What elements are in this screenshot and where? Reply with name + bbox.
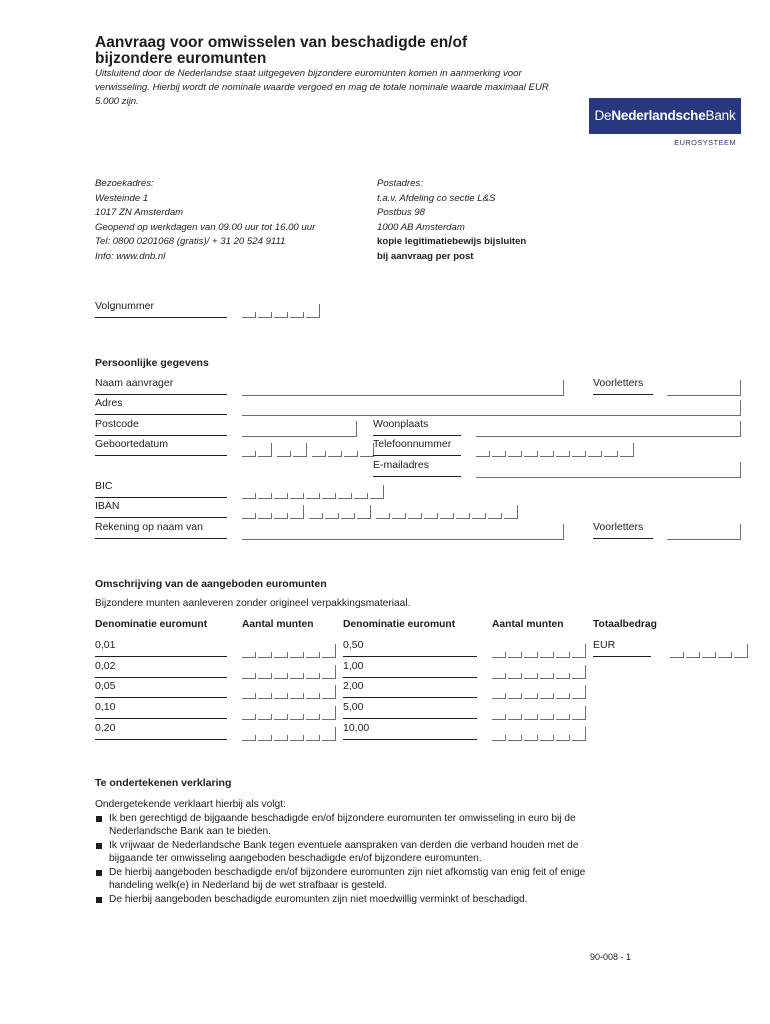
volgnummer-label: Volgnummer bbox=[95, 300, 227, 318]
denomination-0-10: 0,10 bbox=[95, 701, 227, 719]
count-boxes-0-01[interactable] bbox=[242, 643, 338, 657]
phone-label: Telefoonnummer bbox=[373, 438, 461, 456]
declaration-item: Ik ben gerechtigd de bijgaande beschadigde en/of bijzondere euromunten ter omwisseling in euro bij de Nederlandsche Bank aan te bieden. bbox=[95, 812, 605, 839]
coins-note: Bijzondere munten aanleveren zonder origineel verpakkingsmateriaal. bbox=[95, 598, 411, 609]
visit-address-line: Bezoekadres: bbox=[95, 178, 154, 189]
birthdate-boxes[interactable] bbox=[242, 442, 376, 456]
coins-heading: Omschrijving van de aangeboden euromunten bbox=[95, 578, 327, 590]
postal-address bbox=[377, 177, 597, 265]
address-label: Adres bbox=[95, 397, 227, 415]
email-label: E-mailadres bbox=[373, 459, 461, 477]
count-boxes-5-00[interactable] bbox=[492, 705, 588, 719]
postal-note-line: kopie legitimatiebewijs bijsluiten bbox=[377, 236, 527, 248]
declaration-list bbox=[95, 812, 605, 907]
phone-boxes[interactable] bbox=[476, 442, 636, 456]
visit-address-line: Westeinde 1 bbox=[95, 192, 149, 204]
city-label: Woonplaats bbox=[373, 418, 461, 436]
initials-label: Voorletters bbox=[593, 377, 653, 395]
postal-address-line: t.a.v. Afdeling co sectie L&S bbox=[377, 192, 496, 204]
col-count-right: Aantal munten bbox=[492, 619, 564, 630]
name-field[interactable] bbox=[242, 380, 564, 396]
declaration-body bbox=[95, 798, 605, 906]
declaration-item: Ik vrijwaar de Nederlandsche Bank tegen eventuele aanspraken van derden die verband houden met de bijgaande ter omwisseling aangeboden beschadigde en/of bijzondere euromunten. bbox=[95, 839, 605, 866]
postal-address-line: Postbus 98 bbox=[377, 207, 426, 219]
declaration-intro: Ondergetekende verklaart hierbij als volgt: bbox=[95, 799, 286, 810]
col-denomination-left: Denominatie euromunt bbox=[95, 619, 208, 630]
visit-address bbox=[95, 177, 355, 265]
iban-boxes[interactable] bbox=[242, 504, 520, 518]
dnb-logo bbox=[589, 98, 741, 134]
address-field[interactable] bbox=[242, 400, 741, 416]
currency-label: EUR bbox=[593, 639, 651, 657]
logo-subtitle: EUROSYSTEEM bbox=[674, 138, 736, 147]
account-name-label: Rekening op naam van bbox=[95, 521, 227, 539]
denomination-5-00: 5,00 bbox=[343, 701, 477, 719]
denomination-0-20: 0,20 bbox=[95, 722, 227, 740]
bic-label: BIC bbox=[95, 480, 227, 498]
denomination-1-00: 1,00 bbox=[343, 660, 477, 678]
postal-note-line: bij aanvraag per post bbox=[377, 250, 474, 262]
count-boxes-0-50[interactable] bbox=[492, 643, 588, 657]
postcode-label: Postcode bbox=[95, 418, 227, 436]
col-denomination-right: Denominatie euromunt bbox=[343, 619, 456, 630]
birthdate-label: Geboortedatum bbox=[95, 438, 227, 456]
logo-part-3: Bank bbox=[705, 108, 736, 123]
total-boxes[interactable] bbox=[670, 643, 750, 657]
personal-heading: Persoonlijke gegevens bbox=[95, 357, 209, 369]
visit-address-line: Tel: 0800 0201068 (gratis)/ + 31 20 524 9111 bbox=[95, 236, 286, 248]
col-total: Totaalbedrag bbox=[593, 619, 657, 630]
account-initials-field[interactable] bbox=[667, 524, 741, 540]
logo-part-2: Nederlandsche bbox=[611, 108, 706, 123]
logo-part-1: De bbox=[594, 108, 612, 123]
intro-text: Uitsluitend door de Nederlandse staat uitgegeven bijzondere euromunten komen in aanmerking voor verwisseling. Hierbij wordt de nominale waarde vergoed en mag de totale nominale waarde maximaal EUR 5.000 zijn. bbox=[95, 68, 549, 107]
count-boxes-2-00[interactable] bbox=[492, 684, 588, 698]
denomination-0-05: 0,05 bbox=[95, 680, 227, 698]
account-initials-label: Voorletters bbox=[593, 521, 653, 539]
volgnummer-boxes[interactable] bbox=[242, 303, 322, 317]
count-boxes-0-05[interactable] bbox=[242, 684, 338, 698]
count-boxes-1-00[interactable] bbox=[492, 664, 588, 678]
account-name-field[interactable] bbox=[242, 524, 564, 540]
email-field[interactable] bbox=[476, 462, 741, 478]
declaration-item: De hierbij aangeboden beschadigde en/of bijzondere euromunten zijn niet afkomstig van enig feit of enige handeling welk(e) in Nederland bij de wet strafbaar is gesteld. bbox=[95, 866, 605, 893]
postal-address-line: 1000 AB Amsterdam bbox=[377, 221, 465, 233]
visit-address-line: 1017 ZN Amsterdam bbox=[95, 207, 184, 219]
denomination-0-50: 0,50 bbox=[343, 639, 477, 657]
form-number: 90-008 - 1 bbox=[590, 952, 632, 962]
iban-label: IBAN bbox=[95, 500, 227, 518]
denomination-10-00: 10,00 bbox=[343, 722, 477, 740]
count-boxes-0-10[interactable] bbox=[242, 705, 338, 719]
declaration-item: De hierbij aangeboden beschadigde euromunten zijn niet moedwillig verminkt of beschadigd. bbox=[95, 893, 605, 907]
col-count-left: Aantal munten bbox=[242, 619, 314, 630]
visit-address-line: Info: www.dnb.nl bbox=[95, 250, 166, 262]
city-field[interactable] bbox=[476, 421, 741, 437]
count-boxes-0-02[interactable] bbox=[242, 664, 338, 678]
denomination-0-02: 0,02 bbox=[95, 660, 227, 678]
count-boxes-10-00[interactable] bbox=[492, 726, 588, 740]
visit-address-line: Geopend op werkdagen van 09.00 uur tot 16.00 uur bbox=[95, 221, 316, 233]
declaration-heading: Te ondertekenen verklaring bbox=[95, 777, 232, 789]
count-boxes-0-20[interactable] bbox=[242, 726, 338, 740]
name-label: Naam aanvrager bbox=[95, 377, 227, 395]
postal-address-line: Postadres: bbox=[377, 178, 423, 189]
initials-field[interactable] bbox=[667, 380, 741, 396]
denomination-2-00: 2,00 bbox=[343, 680, 477, 698]
bic-boxes[interactable] bbox=[242, 484, 386, 498]
postcode-field[interactable] bbox=[242, 421, 357, 437]
denomination-0-01: 0,01 bbox=[95, 639, 227, 657]
page-title: Aanvraag voor omwisselen van beschadigde en/of bijzondere euromunten bbox=[95, 34, 468, 67]
